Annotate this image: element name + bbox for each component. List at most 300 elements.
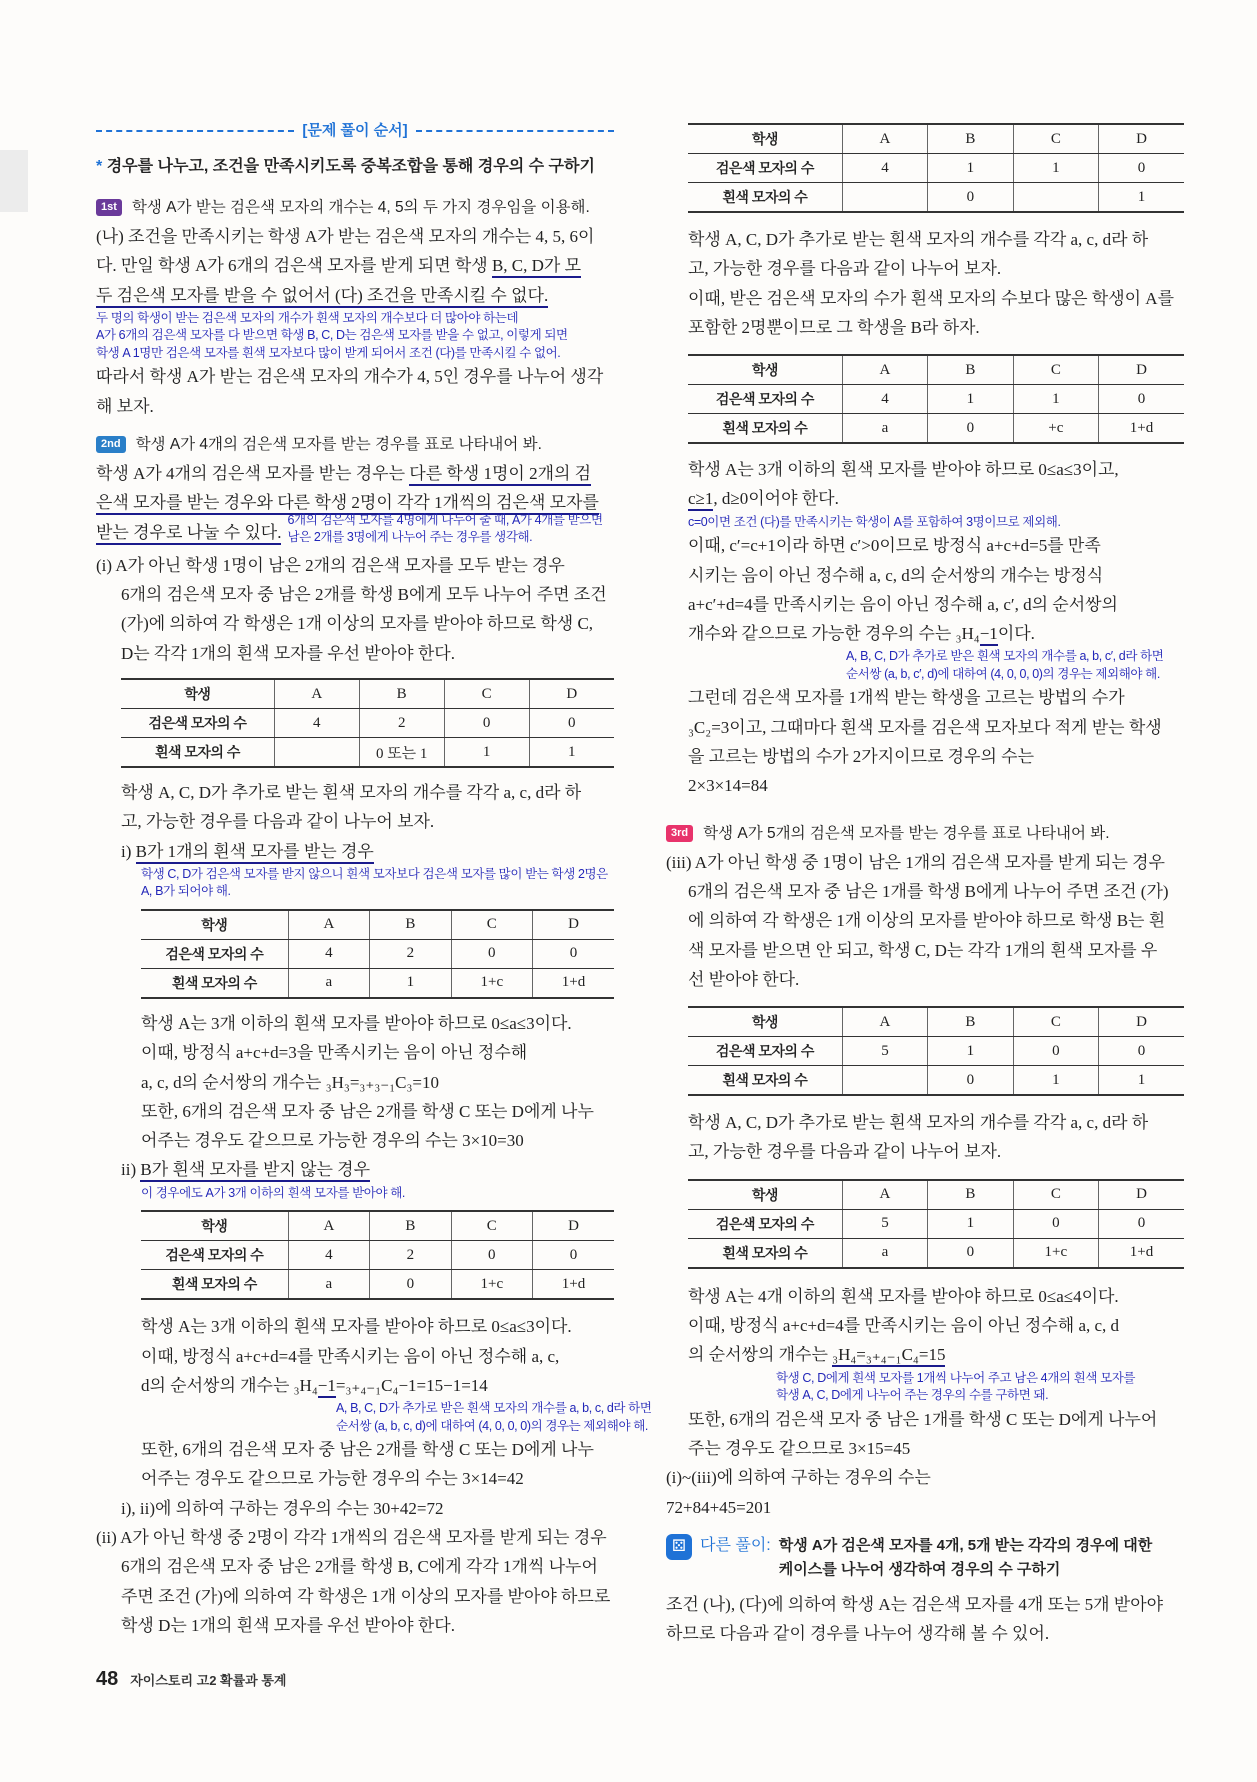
table-cell: 1 [370, 968, 451, 998]
table-cell [274, 738, 359, 768]
hat-table [688, 1179, 1184, 1269]
text-segment: A가 6개의 검은색 모자를 다 받으면 학생 B, C, D는 검은색 모자를 받을 수 없고, 이렇게 되면 [96, 328, 568, 343]
table-cell: A [842, 355, 927, 385]
table-row [688, 154, 1184, 183]
table-cell: A [842, 124, 927, 154]
text-segment: 케이스를 나누어 생각하여 경우의 수 구하기 [778, 1560, 1061, 1578]
strategy-text: 경우를 나누고, 조건을 만족시키도록 중복조합을 통해 경우의 수 구하기 [106, 158, 595, 175]
text-segment: (iii) A가 아닌 학생 중 1명이 남은 1개의 검은색 모자를 받게 되는 경우 [666, 852, 1165, 872]
table-cell: 0 [451, 939, 532, 968]
text-line [688, 713, 1184, 742]
text-segment: 두 명의 학생이 받는 검은색 모자의 개수가 흰색 모자의 개수보다 더 많아야 하는데 [96, 310, 519, 325]
paragraph [121, 778, 614, 837]
annotation-note [688, 514, 1184, 532]
text-segment: 학생 A가 4개의 검은색 모자를 받는 경우는 [96, 463, 410, 483]
table-header-row [141, 1211, 614, 1241]
table-cell: A [842, 1007, 927, 1037]
text-line [688, 1282, 1184, 1311]
text-segment: 그런데 검은색 모자를 1개씩 받는 학생을 고르는 방법의 수가 [688, 688, 1125, 708]
text-line [688, 1137, 1184, 1166]
paragraph [96, 362, 614, 421]
table-header-row [688, 1007, 1184, 1037]
text-segment: 학생 A 1명만 검은색 모자를 흰색 모자보다 많이 받게 되어서 조건 (다)를 만족시킬 수 없어. [96, 345, 561, 360]
table [688, 1006, 1184, 1096]
text-segment: 순서쌍 (a, b, c′, d)에 대하여 (4, 0, 0, 0)의 경우는 제외해야 해. [846, 666, 1160, 681]
text-segment: (나) 조건을 만족시키는 학생 A가 받는 검은색 모자의 개수는 4, 5, 6이 [96, 227, 595, 246]
text-segment: 학생 A, C, D가 추가로 받는 흰색 모자의 개수를 각각 a, c, d라 하 [688, 230, 1149, 249]
table-cell: 0 [533, 1241, 614, 1270]
hat-table [141, 1210, 614, 1300]
table-cell: 4 [274, 709, 359, 738]
text-line [96, 518, 281, 547]
step-badge: 3rd [666, 825, 693, 842]
text-segment: d의 순서쌍의 개수는 ₃H₄ [141, 1375, 318, 1395]
table-cell: D [533, 1211, 614, 1241]
table-cell: 1+c [451, 968, 532, 998]
text-line [688, 254, 1184, 283]
annotation-note [287, 512, 602, 547]
text-segment: 이때, 방정식 a+c+d=3을 만족시키는 음이 아닌 정수해 [141, 1043, 528, 1063]
underlined-text: c≥1 [688, 489, 713, 511]
text-segment: 순서쌍 (a, b, c, d)에 대하여 (4, 0, 0, 0)의 경우는 제외해야 해. [336, 1418, 648, 1433]
table-cell: +c [1013, 414, 1098, 444]
text-line [688, 284, 1184, 313]
table-cell: B [928, 355, 1013, 385]
text-segment: 에 의하여 각 학생은 1개 이상의 모자를 받아야 하므로 학생 B는 흰 [688, 911, 1166, 931]
text-line [688, 771, 1184, 800]
text-segment: 이 경우에도 A가 3개 이하의 흰색 모자를 받아야 해. [141, 1185, 405, 1200]
table-cell: 1+d [1099, 1238, 1184, 1268]
step-3 [666, 819, 1184, 848]
paragraph [141, 1435, 614, 1494]
text-segment: i) [121, 841, 136, 861]
paragraph [688, 1108, 1184, 1167]
text-segment: ₃C₂=3이고, 그때마다 흰색 모자를 검은색 모자보다 적게 받는 학생 [688, 717, 1162, 737]
annotation-note [141, 866, 614, 901]
page-footer [96, 1668, 286, 1691]
text-segment: (i) A가 아닌 학생 1명이 남은 2개의 검은색 모자를 모두 받는 경우 [96, 555, 565, 575]
total-line [666, 1463, 1184, 1522]
table-cell: 흰색 모자의 수 [688, 1238, 842, 1268]
text-line [846, 666, 1184, 684]
text-segment: 또한, 6개의 검은색 모자 중 남은 2개를 학생 C 또는 D에게 나누 [141, 1440, 594, 1460]
text-line [96, 551, 614, 580]
text-segment: ii) [121, 1160, 141, 1180]
text-line [688, 1340, 1184, 1369]
table-row [688, 385, 1184, 414]
text-line [96, 392, 614, 421]
step-text: 학생 A가 4개의 검은색 모자를 받는 경우를 표로 나타내어 봐. [135, 435, 542, 453]
text-line [287, 512, 602, 530]
text-line [96, 362, 614, 391]
table-cell: 흰색 모자의 수 [141, 1270, 288, 1300]
text-segment: 학생 A는 3개 이하의 흰색 모자를 받아야 하므로 0≤a≤3이고, [688, 460, 1119, 480]
table-cell: 0 [529, 709, 614, 738]
table-cell: D [1099, 355, 1184, 385]
table [688, 354, 1184, 444]
table-cell: 1+c [1013, 1238, 1098, 1268]
text-line [96, 310, 614, 328]
paragraph [141, 1009, 614, 1155]
table-cell [842, 1066, 927, 1096]
text-line [688, 877, 1184, 906]
table-cell: 흰색 모자의 수 [688, 1066, 842, 1096]
right-column [666, 123, 1184, 1648]
underlined-text: B, C, D가 모 [492, 256, 581, 278]
text-segment: , d≥0이어야 한다. [713, 489, 839, 509]
text-line [688, 1405, 1184, 1434]
table-cell: 흰색 모자의 수 [121, 738, 274, 768]
table-cell: 0 [1099, 1037, 1184, 1066]
text-line [141, 1068, 614, 1097]
table-cell: 1 [928, 385, 1013, 414]
table [121, 678, 614, 768]
table-row [688, 183, 1184, 213]
text-line [121, 1582, 614, 1611]
table-cell: D [533, 910, 614, 940]
table-cell: 1 [1013, 385, 1098, 414]
paragraph [121, 580, 614, 668]
text-segment: 포함한 2명뿐이므로 그 학생을 B라 하자. [688, 317, 980, 337]
text-line [688, 1434, 1184, 1463]
text-line [666, 1590, 1184, 1619]
table-cell: 1 [928, 154, 1013, 183]
table-cell: 학생 [688, 124, 842, 154]
table-row [121, 709, 614, 738]
paragraph [688, 455, 1184, 514]
text-line [141, 1097, 614, 1126]
table-header-row [121, 679, 614, 709]
table-row [688, 1209, 1184, 1238]
text-segment: 또한, 6개의 검은색 모자 중 남은 2개를 학생 C 또는 D에게 나누 [141, 1101, 594, 1121]
text-segment: 어주는 경우도 같으므로 가능한 경우의 수는 3×10=30 [141, 1131, 524, 1151]
step-2 [96, 430, 614, 459]
text-segment: 학생 A, C, D가 추가로 받는 흰색 모자의 개수를 각각 a, c, d라 하 [121, 783, 582, 803]
text-line [141, 1126, 614, 1155]
annotation-note [776, 1370, 1184, 1405]
table [688, 123, 1184, 213]
table-header-row [688, 124, 1184, 154]
text-segment: A, B, C, D가 추가로 받은 흰색 모자의 개수를 a, b, c′, d라 하면 [846, 649, 1164, 664]
text-line [141, 1371, 614, 1400]
text-line [96, 345, 614, 363]
table-cell: a [288, 968, 369, 998]
table-cell: 2 [359, 709, 444, 738]
table-cell: 흰색 모자의 수 [688, 183, 842, 213]
solution-order-header [96, 118, 614, 144]
table-cell: 4 [842, 154, 927, 183]
paragraph [96, 518, 281, 547]
text-line [96, 1523, 614, 1552]
dashed-divider [416, 130, 614, 132]
table-cell: C [1013, 1007, 1098, 1037]
table-cell: 1 [444, 738, 529, 768]
case-heading [96, 551, 614, 580]
table-cell: D [529, 679, 614, 709]
table-row [121, 738, 614, 768]
table-cell: 학생 [688, 355, 842, 385]
table-cell: 0 [1099, 385, 1184, 414]
text-segment: 학생 C, D에게 흰색 모자를 1개씩 나누어 주고 남은 4개의 흰색 모자를 [776, 1370, 1136, 1385]
table-cell: a [842, 1238, 927, 1268]
text-segment: 학생 A는 3개 이하의 흰색 모자를 받아야 하므로 0≤a≤3이다. [141, 1013, 572, 1033]
table-cell: C [1013, 355, 1098, 385]
paragraph [688, 1405, 1184, 1464]
table-cell: D [1099, 124, 1184, 154]
text-line [141, 1342, 614, 1371]
text-line [141, 1435, 614, 1464]
text-segment: 학생 D는 1개의 흰색 모자를 우선 받아야 한다. [121, 1615, 455, 1635]
table-cell: 검은색 모자의 수 [688, 385, 842, 414]
table-cell: 1 [928, 1209, 1013, 1238]
text-segment: A, B가 되어야 해. [141, 884, 231, 899]
text-line [666, 848, 1184, 877]
table-cell: B [928, 1007, 1013, 1037]
case-heading [96, 1523, 614, 1552]
book-title: 자이스토리 고2 확률과 통계 [130, 1673, 287, 1688]
text-line [336, 1400, 652, 1418]
text-segment: 고, 가능한 경우를 다음과 같이 나누어 보자. [121, 812, 435, 832]
table-cell: C [444, 679, 529, 709]
step-text: 학생 A가 받는 검은색 모자의 개수는 4, 5의 두 가지 경우임을 이용해. [131, 199, 590, 216]
table-cell: 0 [1013, 1209, 1098, 1238]
text-segment: i), ii)에 의하여 구하는 경우의 수는 30+42=72 [121, 1498, 444, 1518]
table-row [141, 939, 614, 968]
text-segment: 따라서 학생 A가 받는 검은색 모자의 개수가 4, 5인 경우를 나누어 생각 [96, 367, 604, 387]
table-cell: B [370, 1211, 451, 1241]
subtotal-line [121, 1494, 614, 1523]
text-line [688, 965, 1184, 994]
text-segment: 고, 가능한 경우를 다음과 같이 나누어 보자. [688, 1142, 1002, 1162]
table-cell: 흰색 모자의 수 [141, 968, 288, 998]
text-line [688, 313, 1184, 342]
section-tab [0, 150, 28, 212]
table [688, 1179, 1184, 1269]
underlined-text: −1 [980, 624, 998, 646]
step-text: 학생 A가 5개의 검은색 모자를 받는 경우를 표로 나타내어 봐. [703, 824, 1110, 842]
table-row [688, 1037, 1184, 1066]
asterisk-icon: * [96, 158, 103, 175]
text-segment: 6개의 검은색 모자를 4명에게 나누어 줄 때, A가 4개를 받으면 [287, 512, 603, 527]
text-segment: 학생 A, C, D가 추가로 받는 흰색 모자의 개수를 각각 a, c, d라 하 [688, 1113, 1149, 1133]
text-line [688, 936, 1184, 965]
hat-table [121, 678, 614, 768]
table-cell: C [1013, 1180, 1098, 1210]
text-line [776, 1370, 1184, 1388]
text-line [141, 1464, 614, 1493]
text-line [96, 327, 614, 345]
table-cell: C [451, 910, 532, 940]
table-cell: D [1099, 1007, 1184, 1037]
text-segment: a, c, d의 순서쌍의 개수는 ₃H₃=₃₊₃₋₁C₃=10 [141, 1072, 440, 1092]
table-cell: 0 [444, 709, 529, 738]
table-cell: 1+d [533, 968, 614, 998]
text-line [121, 778, 614, 807]
hat-table [688, 1006, 1184, 1096]
underlined-text: 받는 경우로 나눌 수 있다. [96, 523, 281, 545]
table-cell: 검은색 모자의 수 [688, 1209, 842, 1238]
text-line [121, 580, 614, 609]
alternative-solution-header [666, 1534, 1184, 1582]
step-1 [96, 193, 614, 222]
table-cell: 4 [842, 385, 927, 414]
table-cell: 4 [288, 1241, 369, 1270]
step-badge: 1st [96, 199, 122, 216]
underlined-text: −1 [318, 1376, 336, 1398]
page-number: 48 [96, 1668, 119, 1690]
table-cell: 0 [928, 183, 1013, 213]
table-cell: 4 [288, 939, 369, 968]
paragraph [688, 531, 1184, 648]
text-segment: 학생 A가 검은색 모자를 4개, 5개 받는 각각의 경우에 대한 [778, 1536, 1153, 1554]
table-cell [842, 183, 927, 213]
text-line [688, 455, 1184, 484]
table-cell: B [359, 679, 444, 709]
table-cell: 학생 [141, 1211, 288, 1241]
text-line [666, 1619, 1184, 1648]
annotation-note [846, 648, 1184, 683]
text-segment: 색 모자를 받으면 안 되고, 학생 C, D는 각각 1개의 흰색 모자를 우 [688, 940, 1158, 960]
table-cell: 검은색 모자의 수 [688, 1037, 842, 1066]
text-segment: 하므로 다음과 같이 경우를 나누어 생각해 볼 수 있어. [666, 1624, 1050, 1644]
text-segment: 이때, c′=c+1이라 하면 c′>0이므로 방정식 a+c+d=5를 만족 [688, 536, 1101, 556]
table-cell: 1 [928, 1037, 1013, 1066]
text-line [666, 1463, 1184, 1492]
text-line [688, 561, 1184, 590]
text-line [287, 529, 602, 547]
text-segment: 선 받아야 한다. [688, 969, 800, 989]
text-line [141, 1312, 614, 1341]
text-line [121, 837, 614, 866]
underlined-text: B가 흰색 모자를 받지 않는 경우 [140, 1160, 370, 1182]
table-cell [1013, 183, 1098, 213]
text-line [688, 590, 1184, 619]
text-segment: 남은 2개를 3명에게 나누어 주는 경우를 생각해. [287, 530, 533, 545]
text-segment: 6개의 검은색 모자 중 남은 2개를 학생 B에게 모두 나누어 주면 조건 [121, 585, 607, 605]
table-cell: A [274, 679, 359, 709]
table-cell: 검은색 모자의 수 [141, 939, 288, 968]
paragraph [96, 459, 614, 518]
text-segment: 학생 A는 3개 이하의 흰색 모자를 받아야 하므로 0≤a≤3이다. [141, 1317, 572, 1337]
text-segment: (i)~(iii)에 의하여 구하는 경우의 수는 [666, 1468, 931, 1488]
text-line [336, 1418, 648, 1436]
text-line [121, 1494, 614, 1523]
underlined-text: ₃H₄=₃₊₄₋₁C₄=15 [832, 1345, 945, 1367]
table-cell: A [288, 910, 369, 940]
annotation-note [141, 1185, 614, 1203]
paragraph [121, 1552, 614, 1640]
text-segment: D는 각각 1개의 흰색 모자를 우선 받아야 한다. [121, 643, 455, 663]
table-cell: A [288, 1211, 369, 1241]
table-cell: 0 [533, 939, 614, 968]
dashed-divider [96, 130, 294, 132]
text-segment: 6개의 검은색 모자 중 남은 2개를 학생 B, C에게 각각 1개씩 나누어 [121, 1557, 598, 1577]
alt-title [779, 1534, 1152, 1582]
text-segment: 을 고르는 방법의 수가 2가지이므로 경우의 수는 [688, 747, 1035, 767]
table-cell: 학생 [688, 1007, 842, 1037]
text-segment: 6개의 검은색 모자 중 남은 1개를 학생 B에게 나누어 주면 조건 (가) [688, 881, 1169, 901]
table-cell: 1 [1099, 183, 1184, 213]
table-row [688, 1238, 1184, 1268]
table-cell: 2 [370, 1241, 451, 1270]
table-cell: 1 [529, 738, 614, 768]
text-segment: 해 보자. [96, 396, 154, 416]
case-heading [666, 848, 1184, 877]
table-cell: B [370, 910, 451, 940]
paragraph [141, 1312, 614, 1400]
table-header-row [688, 1180, 1184, 1210]
table-cell: 0 [1099, 1209, 1184, 1238]
subcase-heading [121, 837, 614, 866]
strategy-line [96, 152, 614, 181]
alt-label: 다른 풀이: [700, 1536, 771, 1554]
text-line [688, 225, 1184, 254]
table-cell: 0 [451, 1241, 532, 1270]
table-cell: 1 [1013, 1066, 1098, 1096]
table-row [141, 1241, 614, 1270]
text-line [688, 531, 1184, 560]
text-line [666, 1493, 1184, 1522]
text-line [688, 742, 1184, 771]
text-line [141, 1038, 614, 1067]
table-cell: A [842, 1180, 927, 1210]
table [141, 1210, 614, 1300]
paragraph [96, 222, 614, 310]
text-line [121, 609, 614, 638]
table-cell: 0 [928, 1066, 1013, 1096]
text-segment: 다. 만일 학생 A가 6개의 검은색 모자를 받게 되면 학생 [96, 256, 492, 276]
text-segment: 학생 C, D가 검은색 모자를 받지 않으니 흰색 모자보다 검은색 모자를 많이 받는 학생 2명은 [141, 866, 608, 881]
text-segment: =₃₊₄₋₁C₄−1=15−1=14 [335, 1375, 488, 1395]
table-cell: 학생 [141, 910, 288, 940]
text-segment: 또한, 6개의 검은색 모자 중 남은 1개를 학생 C 또는 D에게 나누어 [688, 1409, 1158, 1429]
left-column [96, 118, 652, 1640]
table-cell: 1 [1099, 1066, 1184, 1096]
text-segment: 조건 (나), (다)에 의하여 학생 A는 검은색 모자를 4개 또는 5개 받아야 [666, 1594, 1164, 1614]
text-segment: 학생 A, C, D에게 나누어 주는 경우의 수를 구하면 돼. [776, 1388, 1049, 1403]
table-cell: 1+d [533, 1270, 614, 1300]
text-line [141, 883, 614, 901]
underlined-text: 다른 학생 1명이 2개의 검 [409, 464, 591, 486]
text-segment: 의 순서쌍의 개수는 [688, 1345, 833, 1365]
table-cell: 0 [928, 414, 1013, 444]
text-segment: (ii) A가 아닌 학생 중 2명이 각각 1개씩의 검은색 모자를 받게 되는 경우 [96, 1528, 607, 1548]
hat-table [688, 354, 1184, 444]
text-segment: 어주는 경우도 같으므로 가능한 경우의 수는 3×14=42 [141, 1469, 524, 1489]
text-segment: 이때, 방정식 a+c+d=4를 만족시키는 음이 아닌 정수해 a, c, d [688, 1316, 1120, 1336]
paragraph [688, 1282, 1184, 1370]
table-cell: 흰색 모자의 수 [688, 414, 842, 444]
paragraph [666, 1590, 1184, 1649]
text-line [121, 807, 614, 836]
table-header-row [141, 910, 614, 940]
text-line [688, 1108, 1184, 1137]
text-segment: (가)에 의하여 각 학생은 1개 이상의 모자를 받아야 하므로 학생 C, [121, 614, 594, 634]
text-segment: 2×3×14=84 [688, 776, 768, 796]
text-line [121, 1611, 614, 1640]
table-row [141, 968, 614, 998]
paragraph [688, 225, 1184, 342]
text-segment: 학생 A는 4개 이하의 흰색 모자를 받아야 하므로 0≤a≤4이다. [688, 1286, 1119, 1306]
text-segment: A, B, C, D가 추가로 받은 흰색 모자의 개수를 a, b, c, d라 하면 [336, 1401, 652, 1416]
text-line [141, 866, 614, 884]
text-line [779, 1534, 1152, 1558]
annotation-note [336, 1400, 652, 1435]
table-cell: 1 [1013, 154, 1098, 183]
text-line [96, 251, 614, 280]
subcase-heading [121, 1155, 614, 1184]
table-header-row [688, 355, 1184, 385]
